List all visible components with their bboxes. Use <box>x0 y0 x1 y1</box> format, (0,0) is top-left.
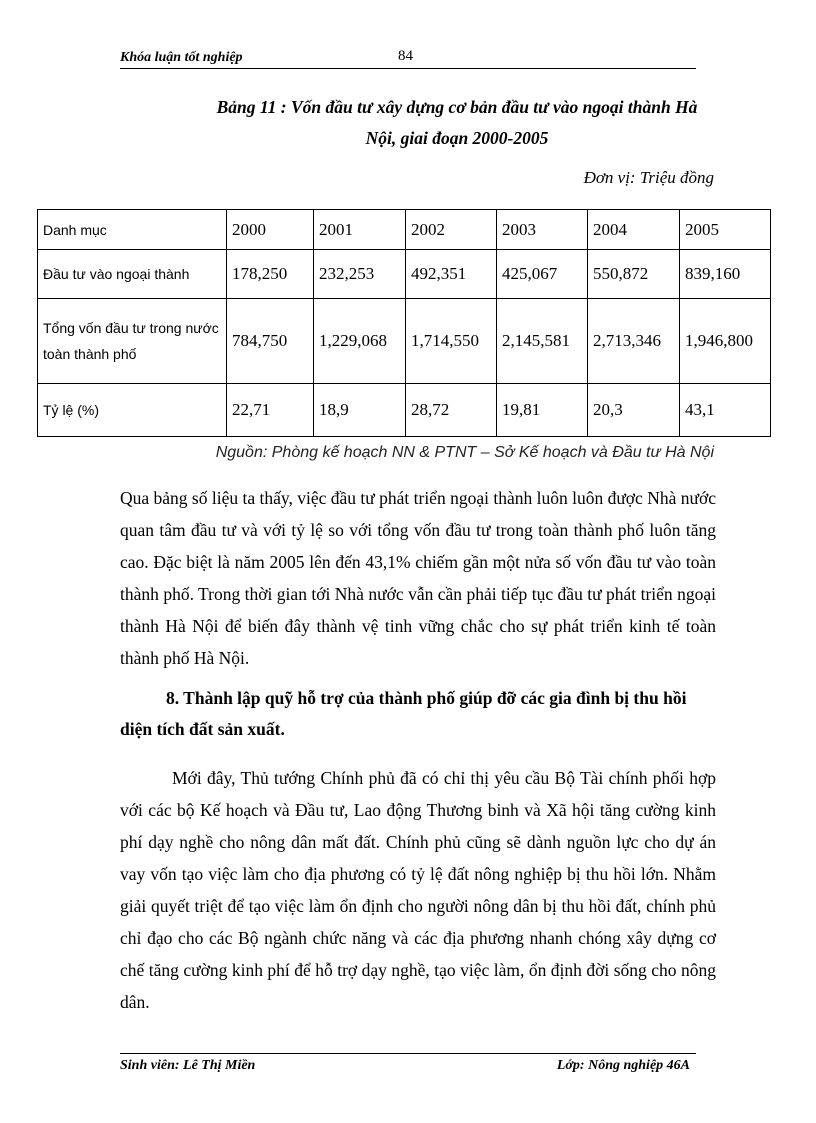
table-title-line2: Nội, giai đoạn 2000-2005 <box>365 128 549 148</box>
table-cell: 19,81 <box>497 384 588 437</box>
table-cell: 18,9 <box>314 384 406 437</box>
body-paragraph-2: Mới đây, Thủ tướng Chính phủ đã có chỉ thị yêu cầu Bộ Tài chính phối hợp với các bộ Kế hoạch và Đầu tư, Lao động Thương binh và Xã hội tăng cường kinh phí dạy nghề cho nông dân mất đất. Chính phủ cũng sẽ dành nguồn lực cho dự án vay vốn tạo việc làm cho địa phương có tỷ lệ đất nông nghiệp bị thu hồi lớn. Nhằm giải quyết triệt để tạo việc làm ổn định cho người nông dân bị thu hồi đất, chính phủ chỉ đạo cho các Bộ ngành chức năng và các địa phương nhanh chóng xây dựng cơ chế tăng cường kinh phí để hỗ trợ dạy nghề, tạo việc làm, ổn định đời sống cho nông dân. <box>120 768 716 1012</box>
table-source: Nguồn: Phòng kế hoạch NN & PTNT – Sở Kế hoạch và Đầu tư Hà Nội <box>215 444 714 461</box>
table-cell: 839,160 <box>680 250 771 299</box>
header-cell: 2005 <box>680 210 771 250</box>
unit-label: Đơn vị: Triệu đồng <box>583 168 714 187</box>
table-cell: 43,1 <box>680 384 771 437</box>
table-cell: 1,946,800 <box>680 299 771 384</box>
table-cell: 550,872 <box>588 250 680 299</box>
table-header-row <box>38 210 771 250</box>
investment-table <box>37 209 771 437</box>
page-footer <box>120 1053 696 1074</box>
table-row <box>38 250 771 299</box>
table-cell: 2,145,581 <box>497 299 588 384</box>
body-paragraph-1: Qua bảng số liệu ta thấy, việc đầu tư phát triển ngoại thành luôn luôn được Nhà nước quan tâm đầu tư và với tỷ lệ so với tổng vốn đầu tư trong toàn thành phố luôn tăng cao. Đặc biệt là năm 2005 lên đến 43,1% chiếm gần một nửa số vốn đầu tư vào toàn thành phố. Trong thời gian tới Nhà nước vẫn cần phải tiếp tục đầu tư phát triển ngoại thành Hà Nội để biến đây thành vệ tinh vững chắc cho sự phát triển kinh tế toàn thành phố Hà Nội. <box>120 488 716 668</box>
header-cell: 2003 <box>497 210 588 250</box>
table-cell: Đầu tư vào ngoại thành <box>38 250 227 299</box>
table-row <box>38 384 771 437</box>
header-cell: 2002 <box>406 210 497 250</box>
header-cell: 2004 <box>588 210 680 250</box>
footer-class: Lớp: Nông nghiệp 46A <box>556 1058 690 1073</box>
table-cell: 22,71 <box>227 384 314 437</box>
table-title-line1: Bảng 11 : Vốn đầu tư xây dựng cơ bản đầu tư vào ngoại thành Hà <box>216 97 698 117</box>
page-number: 84 <box>398 48 413 64</box>
page-header <box>120 50 696 69</box>
table-cell: 2,713,346 <box>588 299 680 384</box>
table-cell: 784,750 <box>227 299 314 384</box>
table-title <box>120 92 794 154</box>
table-cell: 1,714,550 <box>406 299 497 384</box>
header-cell: Danh mục <box>38 210 227 250</box>
table-cell: 1,229,068 <box>314 299 406 384</box>
header-thesis-label: Khóa luận tốt nghiệp <box>120 50 243 65</box>
table-cell: 492,351 <box>406 250 497 299</box>
table-cell: 28,72 <box>406 384 497 437</box>
footer-student: Sinh viên: Lê Thị Miền <box>120 1058 256 1073</box>
table-cell: Tỷ lệ (%) <box>38 384 227 437</box>
table-cell: 178,250 <box>227 250 314 299</box>
header-cell: 2000 <box>227 210 314 250</box>
section-heading: 8. Thành lập quỹ hỗ trợ của thành phố giúp đỡ các gia đình bị thu hồi diện tích đất sản xuất. <box>120 688 687 739</box>
table-row <box>38 299 771 384</box>
table-cell: 232,253 <box>314 250 406 299</box>
header-cell: 2001 <box>314 210 406 250</box>
table-cell: Tổng vốn đầu tư trong nước toàn thành phố <box>38 299 227 384</box>
table-cell: 20,3 <box>588 384 680 437</box>
table-cell: 425,067 <box>497 250 588 299</box>
